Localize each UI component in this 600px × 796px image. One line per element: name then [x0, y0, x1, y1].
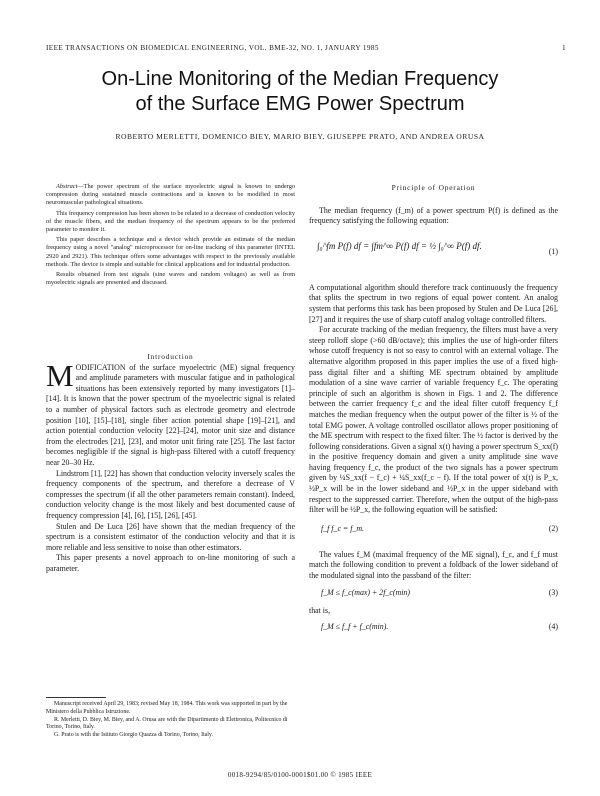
- footnote: [46, 701, 295, 740]
- equation-4-body: f_M ≤ f_f + f_c(min).: [321, 622, 389, 632]
- intro-p2: Lindstrom [1], [22] has shown that conduction velocity inversely scales the frequency components of the spectrum, and therefore a decrease of V compresses the spectrum (if all the other parameters remain constant). Indeed, conduction velocity change is the most likely and best documented cause of frequency compression [4], [6], [15], [26], [45].: [46, 468, 295, 520]
- running-head: [46, 44, 566, 52]
- abstract-label: Abstract: [56, 183, 78, 190]
- equation-3: [309, 588, 558, 602]
- equation-2-body: f_f f_c = f_m.: [321, 523, 365, 533]
- principle-p2: A computational algorithm should therefore track continuously the frequency that splits the spectrum in two regions of equal power content. An analog system that performs this task has been proposed by Stulen and De Luca [26], [27] and it requires the use of sharp cutoff analog voltage controlled filters.: [309, 282, 558, 324]
- intro-p1: ODIFICATION of the surface myoelectric (ME) signal frequency and amplitude parameters with muscular fatigue and in pathological situations has been extensively reported by many investigators [1]–[14]. It is known that the power spectrum of the myoelectric signal is related to a number of physical factors such as electrode geometry and electrode position [10], [15]–[18], single fiber action potential shape [19]–[21], and action potential conduction velocity [22]–[24], motor unit size and distance from the electrodes [21], [23], and motor unit firing rate [25]. The last factor becomes negligible if the signal is high-pass filtered with a cutoff frequency near 20–30 Hz.: [46, 362, 295, 467]
- footnote-line-1: Manuscript received April 29, 1983; revised May 18, 1984. This work was supported in part by the Ministero della Pubblica Istruzione.: [46, 701, 288, 715]
- intro-p3: Stulen and De Luca [26] have shown that the median frequency of the spectrum is a consistent estimator of the conduction velocity and that it is more reliable and less sensitive to noise than other estimators.: [46, 521, 295, 552]
- equation-3-number: (3): [548, 587, 558, 597]
- author-list: ROBERTO MERLETTI, DOMENICO BIEY, MARIO BIEY, GIUSEPPE PRATO, AND ANDREA ORUSA: [115, 132, 485, 141]
- principle-p4: The values f_M (maximal frequency of the ME signal), f_c, and f_f must match the following condition to prevent a foldback of the lower sideband of the modulated signal into the passband of the filter:: [309, 549, 558, 581]
- drop-cap: M: [46, 357, 74, 393]
- paper-title: [40, 67, 560, 117]
- introduction-heading: Introduction: [147, 352, 194, 361]
- equation-1-body: ∫₀^fm P(f) df = ∫fm^∞ P(f) df = ½ ∫₀^∞ P(f) df.: [317, 240, 482, 251]
- footnote-rule: [46, 697, 106, 698]
- footnote-line-3: G. Prato is with the Istituto Giorgio Quazza di Torino, Torino, Italy.: [54, 732, 213, 739]
- intro-p4: This paper presents a novel approach to on-line monitoring of such a parameter.: [46, 553, 295, 573]
- abstract-p1: —The power spectrum of the surface myoelectric signal is known to undergo compression during sustained muscle contractions and is known to be modified in most neuromuscular pathological situations.: [46, 183, 295, 207]
- title-line-2: of the Surface EMG Power Spectrum: [135, 93, 465, 115]
- equation-1-number: (1): [548, 246, 558, 256]
- abstract: [46, 183, 295, 289]
- journal-line: IEEE TRANSACTIONS ON BIOMEDICAL ENGINEERING, VOL. BME-32, NO. 1, JANUARY 1985: [46, 44, 379, 52]
- copyright-footer: 0018-9294/85/0100-0001$01.00 © 1985 IEEE: [227, 771, 373, 779]
- equation-1: [309, 235, 558, 277]
- equation-2-number: (2): [548, 523, 558, 533]
- equation-2: [309, 524, 558, 546]
- abstract-p4: Results obtained from test signals (sine waves and random voltages) as well as from myoelectric signals are presented and discussed.: [46, 271, 295, 287]
- principle-section: [309, 183, 558, 636]
- principle-heading: Principle of Operation: [391, 183, 476, 192]
- principle-p1: The median frequency (f_m) of a power spectrum P(f) is defined as the frequency satisfying the following equation:: [309, 205, 558, 226]
- page-number: 1: [562, 44, 566, 52]
- principle-p5: that is,: [309, 605, 331, 615]
- equation-4: [309, 622, 558, 636]
- abstract-p2: This frequency compression has been shown to be related to a decrease of conduction velocity of the muscle fibers, and the median frequency of the spectrum appears to be the preferred parameter to monitor it.: [46, 209, 295, 234]
- abstract-p3: This paper describes a technique and a device which provide an estimate of the median frequency using a novel "analog" microprocessor for on-line tracking of this parameter (INTEL 2920 and 2921). This technique offers some advantages with respect to the previously available methods. The device is simple and suitable for clinical applications and for industrial production.: [46, 236, 295, 268]
- footnote-line-2: R. Merletti, D. Biey, M. Biey, and A. Orusa are with the Dipartimento di Elettronica, Politecnico di Torino, Torino, Italy.: [46, 716, 288, 731]
- introduction-section: [46, 352, 295, 574]
- principle-p3: For accurate tracking of the median frequency, the filters must have a very steep rolloff slope (>60 dB/octave); this implies the use of high-order filters whose cutoff frequency is not so easy to control with an external voltage. The alternative algorithm proposed in this paper implies the use of a fixed high-pass digital filter and a shifting ME spectrum obtained by amplitude modulation of a sine wave carrier of variable frequency f_c. The operating principle of such an algorithm is shown in Figs. 1 and 2. The difference between the carrier frequency f_c and the ideal filter cutoff frequency f_f matches the median frequency when the output power of the filter is ½ of the total EMG power. A voltage controlled oscillator allows proper positioning of the ME spectrum with respect to the fixed filter. The ½ factor is derived by the following considerations. Given a signal x(t) having a power spectrum S_xx(f) in the positive frequency domain and given a unity amplitude sine wave having frequency f_c, the product of the two signals has a power spectrum given by ¼S_xx(f − f_c) + ¼S_xx(f_c − f). If the total power of x(t) is P_x, ½P_x will be in the lower sideband and ½P_x in the upper sideband with respect to the suppressed carrier. Therefore, when the output of the high-pass filter will be ½P_x, the following equation will be satisfied:: [309, 325, 558, 515]
- equation-4-number: (4): [548, 622, 558, 632]
- equation-3-body: f_M ≤ f_c(max) + 2f_c(min): [321, 587, 410, 597]
- title-line-1: On-Line Monitoring of the Median Frequency: [101, 68, 499, 90]
